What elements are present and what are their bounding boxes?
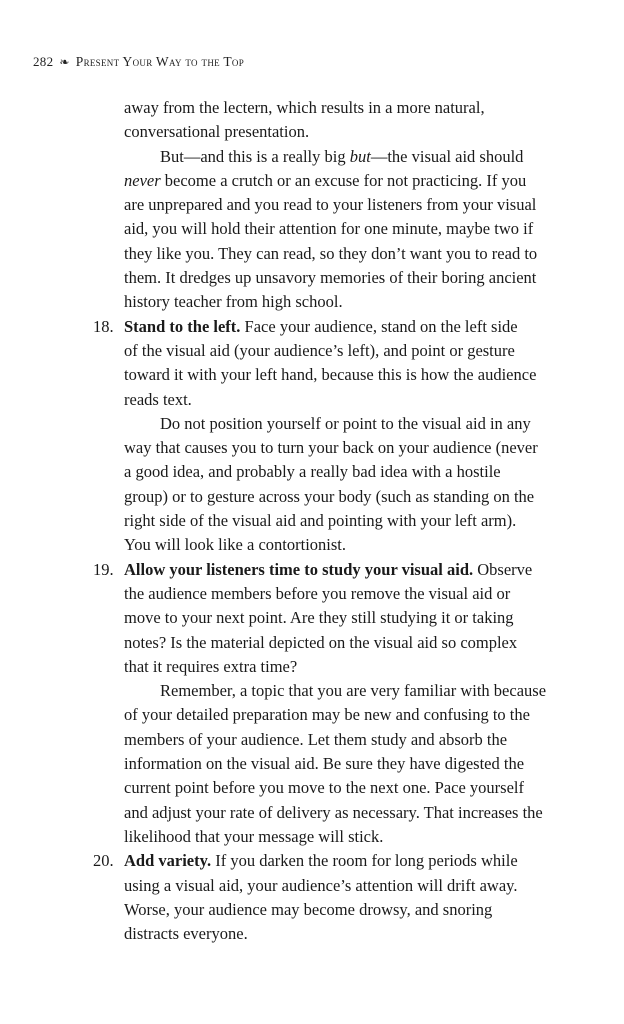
text-run: Observe: [473, 559, 533, 579]
text-run: become a crutch or an excuse for not practicing. If you: [160, 170, 527, 190]
fleuron-ornament: ❧: [59, 55, 70, 69]
text-line: them. It dredges up unsavory memories of their boring ancient: [124, 268, 537, 288]
text-line: are unprepared and you read to your listeners from your visual: [124, 195, 537, 215]
text-line: Worse, your audience may become drowsy, and snoring: [124, 899, 493, 919]
text-run: But—and this is a really big: [160, 146, 350, 166]
item-heading: Add variety.: [124, 851, 212, 871]
text-line: group) or to gesture across your body (such as standing on the: [124, 486, 535, 506]
list-item-19: [93, 558, 570, 582]
page-body: [93, 96, 570, 946]
text-line: aid, you will hold their attention for one minute, maybe two if: [124, 219, 534, 239]
text-line: Do not position yourself or point to the visual aid in any: [160, 413, 531, 433]
text-line: current point before you move to the next one. Pace yourself: [124, 778, 524, 798]
text-line: move to your next point. Are they still studying it or taking: [124, 608, 514, 628]
item-number: 18.: [93, 316, 114, 336]
item-number: 20.: [93, 851, 114, 871]
text-line: You will look like a contortionist.: [124, 535, 346, 555]
text-run: If you darken the room for long periods while: [211, 851, 518, 871]
text-line: members of your audience. Let them study and absorb the: [124, 729, 508, 749]
item-heading: Stand to the left.: [124, 316, 241, 336]
item-number: 19.: [93, 559, 114, 579]
text-line: away from the lectern, which results in a more natural,: [124, 98, 485, 117]
page-number: 282: [33, 54, 54, 69]
text-run: —the visual aid should: [370, 146, 524, 166]
running-header: [33, 54, 244, 70]
list-item-20: [93, 849, 570, 873]
text-line: of your detailed preparation may be new and confusing to the: [124, 705, 530, 725]
text-line: likelihood that your message will stick.: [124, 826, 384, 846]
text-line: way that causes you to turn your back on your audience (never: [124, 438, 538, 458]
list-item-18: [93, 315, 570, 339]
text-run: Face your audience, stand on the left side: [240, 316, 518, 336]
text-line: distracts everyone.: [124, 924, 248, 944]
text-line: notes? Is the material depicted on the visual aid so complex: [124, 632, 518, 652]
emphasis: but: [349, 146, 371, 166]
text-line: the audience members before you remove the visual aid or: [124, 583, 511, 603]
item-heading: Allow your listeners time to study your visual aid.: [124, 559, 474, 579]
text-line: [124, 169, 570, 193]
text-line: [124, 145, 570, 169]
text-line: reads text.: [124, 389, 192, 409]
text-line: history teacher from high school.: [124, 292, 343, 312]
text-line: Remember, a topic that you are very familiar with because: [160, 681, 547, 701]
text-line: conversational presentation.: [124, 122, 310, 142]
text-line: that it requires extra time?: [124, 656, 298, 676]
text-line: using a visual aid, your audience’s attention will drift away.: [124, 875, 518, 895]
text-line: a good idea, and probably a really bad idea with a hostile: [124, 462, 501, 482]
emphasis: never: [124, 170, 161, 190]
book-title: Present Your Way to the Top: [75, 54, 245, 69]
text-line: toward it with your left hand, because this is how the audience: [124, 365, 537, 385]
text-line: they like you. They can read, so they don’t want you to read to: [124, 243, 538, 263]
text-line: and adjust your rate of delivery as necessary. That increases the: [124, 802, 543, 822]
text-line: information on the visual aid. Be sure they have digested the: [124, 754, 525, 774]
text-line: right side of the visual aid and pointing with your left arm).: [124, 511, 517, 531]
text-line: of the visual aid (your audience’s left), and point or gesture: [124, 340, 515, 360]
